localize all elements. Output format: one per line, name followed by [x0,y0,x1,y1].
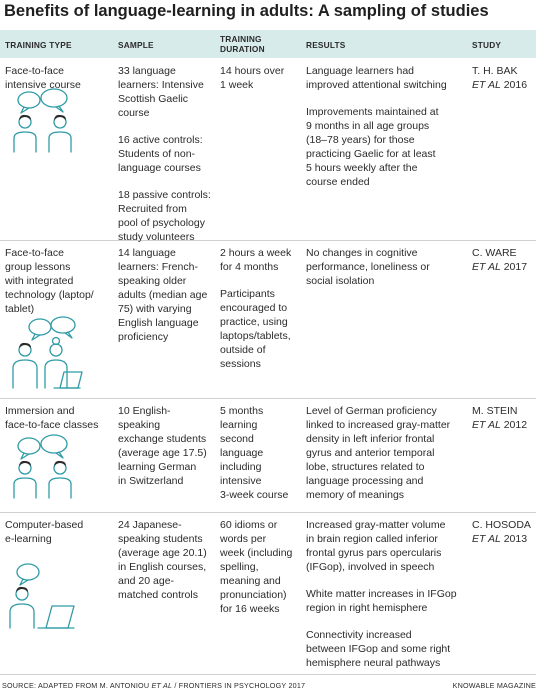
study-cell [472,246,536,274]
header-training-duration: TRAINING DURATION [220,34,265,54]
study-author: C. HOSODA [472,519,531,531]
training-type-cell: Immersion and face-to-face classes [5,405,99,431]
sample-paragraph: 10 English- speaking exchange students (average age 17.5) learning German in Switzerland [118,405,207,487]
duration-cell [220,246,304,371]
study-et-al: ET AL [472,261,501,273]
results-cell [306,404,472,502]
results-cell [306,64,472,189]
header-training-type: TRAINING TYPE [5,40,72,50]
source-et-al: ET AL [151,681,173,690]
duration-paragraph: 60 idioms or words per week (including spelling, meaning and pronunciation) for 16 weeks [220,519,293,615]
table-row [0,58,536,241]
results-paragraph: No changes in cognitive performance, loneliness or social isolation [306,247,430,287]
two-people-laptop-icon [10,316,84,394]
results-paragraph: Increased gray-matter volume in brain region called inferior frontal gyrus pars opercularis (IFGop), involved in speech [306,519,446,573]
training-type-cell: Face-to-face group lessons with integrated technology (laptop/ tablet) [5,247,94,315]
results-paragraph: Level of German proficiency linked to increased gray-matter density in left inferior frontal gyrus and anterior temporal lobe, structures related to language processing and memory of meanings [306,405,451,501]
study-et-al: ET AL [472,79,501,91]
results-paragraph: White matter increases in IFGop region in right hemisphere [306,588,457,614]
source-prefix: SOURCE: ADAPTED FROM M. ANTONIOU [2,681,152,690]
sample-paragraph: 18 passive controls: Recruited from pool of psychology study volunteers [118,189,211,243]
sample-cell [118,404,218,488]
sample-cell [118,518,218,602]
person-laptop-speech-bubble-icon [8,562,84,632]
header-results: RESULTS [306,40,346,50]
table-header [0,30,536,58]
sample-paragraph: 14 language learners: French- speaking older adults (median age 75) with varying English language proficiency [118,247,208,343]
results-cell [306,518,472,670]
sample-cell [118,246,218,344]
duration-paragraph: 14 hours over 1 week [220,65,285,91]
study-cell [472,518,536,546]
study-cell [472,404,536,432]
study-cell [472,64,536,92]
page-title: Benefits of language-learning in adults: A sampling of studies [4,2,489,20]
sample-paragraph: 33 language learners: Intensive Scottish Gaelic course [118,65,204,119]
training-type-cell: Face-to-face intensive course [5,65,81,91]
study-et-al: ET AL [472,533,501,545]
duration-paragraph: 5 months learning second language including intensive 3-week course [220,405,289,501]
results-paragraph: Connectivity increased between IFGop and some right hemisphere neural pathways [306,629,451,669]
study-year: 2013 [500,533,528,545]
two-people-speech-bubbles-icon [12,86,78,154]
two-people-speech-bubbles-icon [12,432,78,500]
study-author: C. WARE [472,247,517,259]
source-credit [2,681,305,690]
duration-cell [220,404,304,502]
results-paragraph: Language learners had improved attentional switching [306,65,447,91]
sample-paragraph: 24 Japanese- speaking students (average age 20.1) in English courses, and 20 age- matched controls [118,519,207,601]
source-suffix: / FRONTIERS IN PSYCHOLOGY 2017 [172,681,306,690]
study-year: 2017 [500,261,528,273]
publisher-credit: KNOWABLE MAGAZINE [452,681,536,690]
study-year: 2016 [500,79,528,91]
table-row [0,512,536,675]
duration-paragraph: Participants encouraged to practice, using laptops/tablets, outside of sessions [220,288,291,370]
duration-cell [220,518,304,616]
results-paragraph: Improvements maintained at 9 months in all age groups (18–78 years) for those practicing Gaelic for at least 5 hours weekly after the course ended [306,106,439,188]
header-sample: SAMPLE [118,40,154,50]
duration-cell [220,64,304,92]
study-et-al: ET AL [472,419,501,431]
study-year: 2012 [500,419,528,431]
header-study: STUDY [472,40,502,50]
sample-cell [118,64,218,244]
study-author: M. STEIN [472,405,518,417]
table-row [0,240,536,399]
table-row [0,398,536,513]
study-author: T. H. BAK [472,65,518,77]
duration-paragraph: 2 hours a week for 4 months [220,247,292,273]
sample-paragraph: 16 active controls: Students of non- language courses [118,134,203,174]
results-cell [306,246,472,288]
training-type-cell: Computer-based e-learning [5,519,84,545]
